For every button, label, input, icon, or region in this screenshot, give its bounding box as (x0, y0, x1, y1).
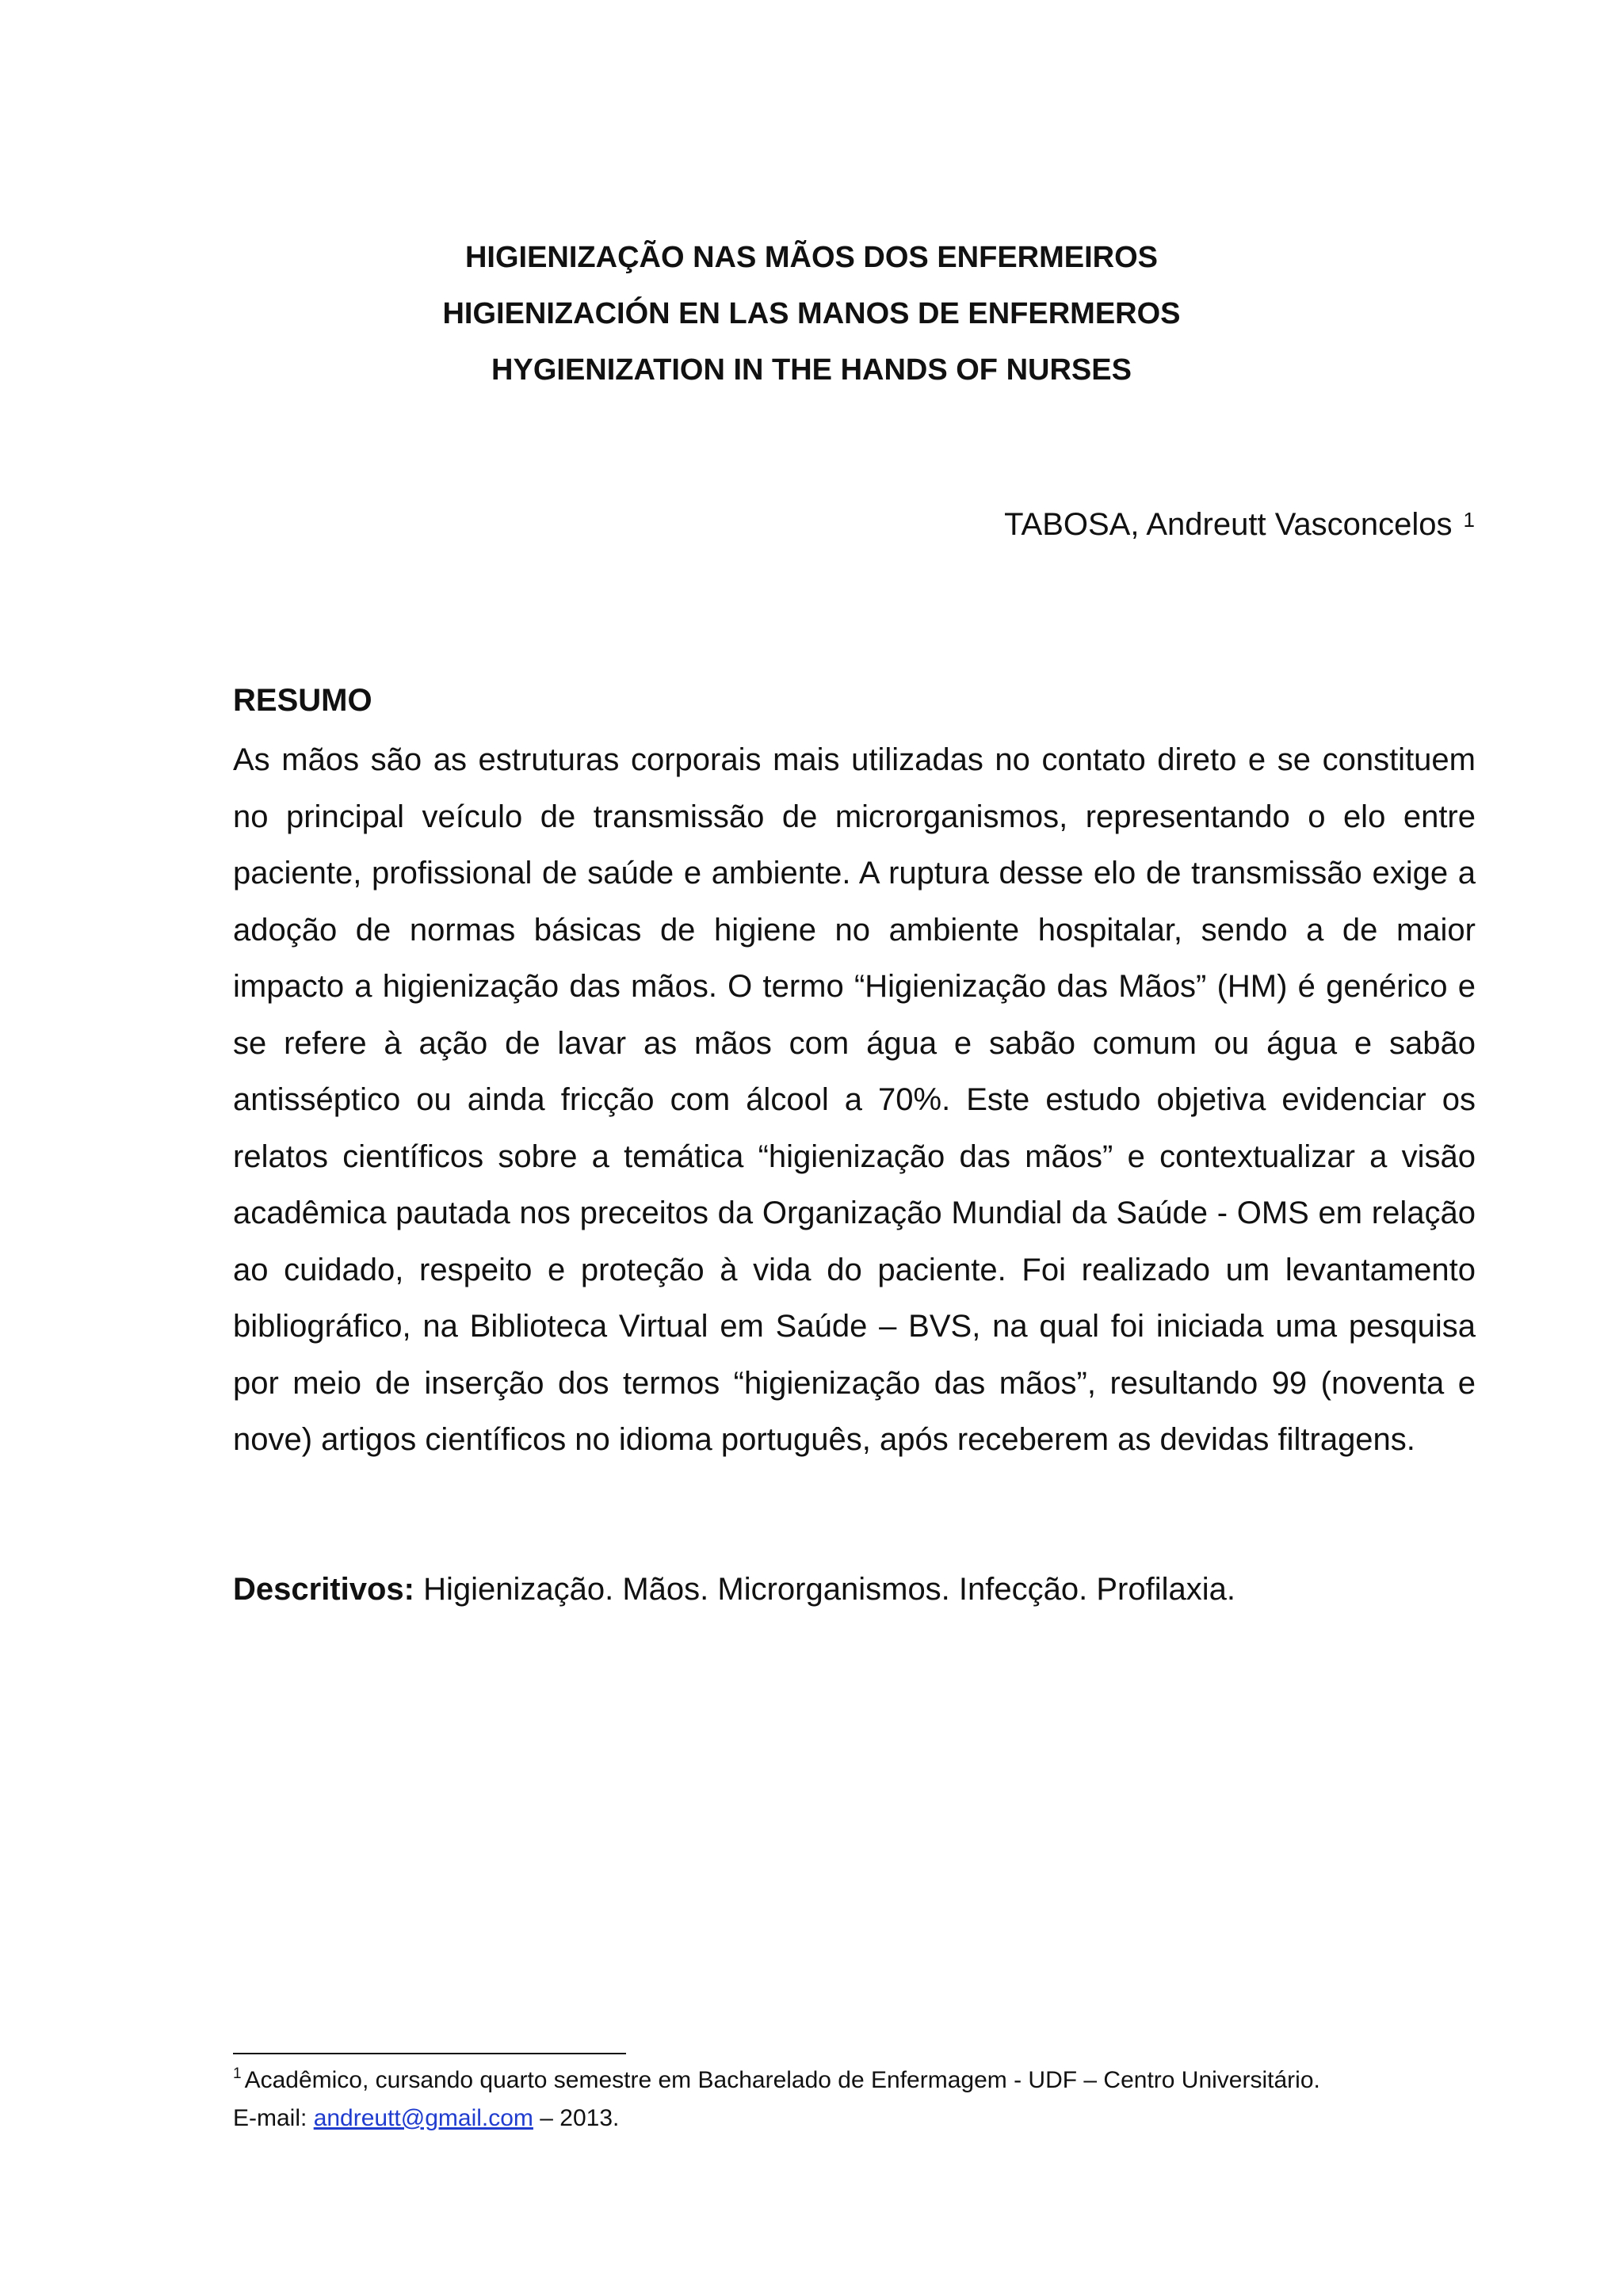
keywords-label: Descritivos: (233, 1572, 414, 1607)
email-link[interactable]: andreutt@gmail.com (313, 2105, 533, 2131)
keywords-text: Higienização. Mãos. Microrganismos. Infecção. Profilaxia. (423, 1572, 1235, 1607)
footnote-separator (233, 2053, 626, 2054)
abstract-heading: RESUMO (233, 683, 372, 718)
author-line (1004, 507, 1475, 543)
footnote-email-line (233, 2101, 1320, 2136)
title-english: HYGIENIZATION IN THE HANDS OF NURSES (491, 353, 1132, 387)
abstract-body: As mãos são as estruturas corporais mais utilizadas no contato direto e se constituem no principal veículo de transmissão de microrganismos, representando o elo entre paciente, profissional de saúde e ambiente. A ruptura desse elo de transmissão exige a adoção de normas básicas de higiene no ambiente hospitalar, sendo a de maior impacto a higienização das mãos. O termo “Higienização das Mãos” (HM) é genérico e se refere à ação de lavar as mãos com água e sabão comum ou água e sabão antisséptico ou ainda fricção com álcool a 70%. Este estudo objetiva evidenciar os relatos científicos sobre a temática “higienização das mãos” e contextualizar a visão acadêmica pautada nos preceitos da Organização Mundial da Saúde - OMS em relação ao cuidado, respeito e proteção à vida do paciente. Foi realizado um levantamento bibliográfico, na Biblioteca Virtual em Saúde – BVS, na qual foi iniciada uma pesquisa por meio de inserção dos termos “higienização das mãos”, resultando 99 (noventa e nove) artigos científicos no idioma português, após receberem as devidas filtragens. (233, 742, 1476, 1457)
title-block (0, 230, 1623, 399)
title-portuguese: HIGIENIZAÇÃO NAS MÃOS DOS ENFERMEIROS (464, 241, 1159, 274)
keywords-line (233, 1572, 1235, 1608)
footnote-affiliation-line (233, 2063, 1320, 2101)
author-footnote-marker: 1 (1463, 508, 1475, 532)
footnote (233, 2063, 1320, 2136)
footnote-email-label: E-mail: (233, 2105, 314, 2131)
footnote-affiliation: Acadêmico, cursando quarto semestre em Bacharelado de Enfermagem - UDF – Centro Universitário. (244, 2067, 1320, 2093)
footnote-marker: 1 (233, 2065, 242, 2082)
footnote-year: – 2013. (533, 2105, 620, 2131)
author-name: TABOSA, Andreutt Vasconcelos (1004, 507, 1453, 542)
title-spanish: HIGIENIZACIÓN EN LAS MANOS DE ENFERMEROS (442, 297, 1181, 330)
